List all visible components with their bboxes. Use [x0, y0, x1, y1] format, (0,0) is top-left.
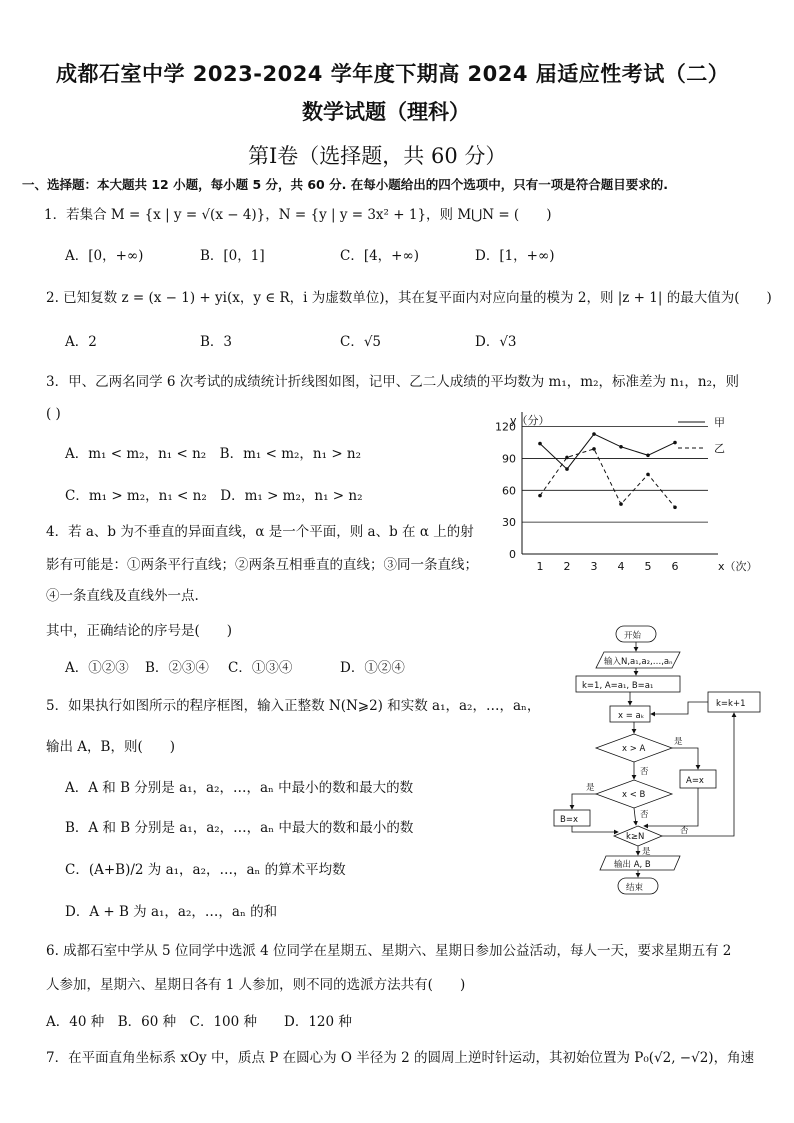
flow-set-a-text: A=x — [686, 776, 704, 786]
flow-init-text: k=1, A=a₁, B=a₁ — [582, 681, 654, 691]
flow-cond-1-yes: 是 — [674, 737, 683, 747]
chart-y-tick-label: 90 — [502, 452, 516, 466]
q5-option-a: A．A 和 B 分别是 a₁，a₂，…，aₙ 中最小的数和最大的数 — [65, 780, 414, 796]
section-instructions: 一、选择题：本大题共 12 小题，每小题 5 分，共 60 分. 在每小题给出的四个选项中，只有一项是符合题目要求的. — [22, 177, 668, 192]
question-6-line-2: 人参加，星期六、星期日各有 1 人参加，则不同的选派方法共有( ) — [46, 977, 466, 993]
chart-point — [592, 432, 596, 436]
legend-jia-label: 甲 — [714, 416, 725, 429]
chart-x-tick-label: 5 — [644, 560, 652, 573]
q1-option-a: A．[0，+∞) — [65, 248, 144, 264]
q3-options-row-2: C．m₁ > m₂，n₁ < n₂ D．m₁ > m₂，n₁ > n₂ — [65, 488, 363, 504]
chart-point — [646, 453, 650, 457]
flow-cond-2-text: x < B — [622, 790, 646, 800]
flow-end-text: 结束 — [626, 883, 644, 893]
question-4-line-3: ④一条直线及直线外一点. — [46, 588, 199, 604]
q5-option-b: B．A 和 B 分别是 a₁，a₂，…，aₙ 中最大的数和最小的数 — [65, 820, 414, 836]
q5-option-d: D．A + B 为 a₁，a₂，…，aₙ 的和 — [65, 904, 278, 920]
chart-point — [565, 456, 569, 460]
chart-point — [565, 467, 569, 471]
question-6-line-1: 6. 成都石室中学从 5 位同学中选派 4 位同学在星期五、星期六、星期日参加公益活动，每人一天，要求星期五有 2 — [46, 943, 732, 959]
section-heading: 第Ⅰ卷（选择题，共 60 分） — [248, 144, 507, 168]
chart-y-tick-label: 0 — [509, 548, 516, 561]
flow-cond-1-text: x > A — [622, 744, 646, 754]
chart-point — [619, 502, 623, 506]
q6-options: A．40 种 B．60 种 C．100 种 D．120 种 — [46, 1014, 352, 1030]
chart-series-line-2 — [540, 449, 675, 507]
question-3-stem: 3．甲、乙两名同学 6 次考试的成绩统计折线图如图，记甲、乙二人成绩的平均数为 m₁，m₂，标准差为 n₁，n₂，则 — [46, 374, 739, 390]
q2-option-d: D．√3 — [475, 334, 517, 350]
question-5-line-2: 输出 A，B，则( ) — [46, 739, 175, 755]
flow-cond-1-no: 否 — [640, 767, 649, 777]
chart-point — [538, 442, 542, 446]
q1-option-d: D．[1，+∞) — [475, 248, 555, 264]
flow-cond-3-text: k≥N — [626, 832, 645, 842]
chart-series-line-1 — [540, 434, 675, 469]
flow-cond-3-yes: 是 — [642, 847, 651, 857]
question-5-line-1: 5．如果执行如图所示的程序框图，输入正整数 N(N⩾2) 和实数 a₁，a₂，…，aₙ， — [46, 698, 541, 714]
flow-output-text: 输出 A, B — [614, 860, 651, 870]
q4-option-a: A．①②③ — [65, 660, 129, 676]
question-2-stem: 2. 已知复数 z = (x − 1) + yi(x，y ∈ R，i 为虚数单位)，其在复平面内对应向量的模为 2，则 |z + 1| 的最大值为( ) — [46, 290, 772, 306]
chart-point — [538, 494, 542, 498]
page-subtitle: 数学试题（理科） — [302, 100, 470, 124]
flow-set-b-text: B=x — [560, 815, 578, 825]
question-4-line-4: 其中，正确结论的序号是( ) — [46, 623, 233, 639]
chart-y-tick-label: 60 — [502, 484, 516, 498]
q2-option-b: B．3 — [200, 334, 233, 350]
flow-input-text: 输入N,a₁,a₂,…,aₙ — [604, 657, 673, 667]
chart-point — [646, 473, 650, 477]
chart-x-tick-label: 2 — [563, 560, 571, 573]
q2-option-c: C．√5 — [340, 334, 382, 350]
question-4-line-2: 影有可能是：①两条平行直线；②两条互相垂直的直线；③同一条直线； — [46, 557, 478, 573]
page-title: 成都石室中学 2023-2024 学年度下期高 2024 届适应性考试（二） — [56, 62, 730, 86]
question-1-stem: 1．若集合 M = {x | y = √(x − 4)}，N = {y | y = 3x² + 1}，则 M⋃N = ( ) — [44, 207, 552, 223]
flow-start-text: 开始 — [624, 631, 642, 641]
q3-options-row-1: A．m₁ < m₂，n₁ < n₂ B．m₁ < m₂，n₁ > n₂ — [65, 446, 362, 462]
legend-yi-label: 乙 — [714, 442, 725, 455]
chart-x-tick-label: 4 — [617, 560, 625, 573]
chart-y-label: y（分） — [510, 414, 550, 427]
chart-point — [673, 441, 677, 445]
flow-inc-text: k=k+1 — [716, 699, 746, 709]
q2-option-a: A．2 — [65, 334, 97, 350]
q4-option-c: C．①③④ — [228, 660, 293, 676]
q1-option-b: B．[0，1] — [200, 248, 265, 264]
question-3-stem-cont: ( ) — [46, 406, 61, 422]
q1-option-c: C．[4，+∞) — [340, 248, 420, 264]
score-line-chart — [490, 404, 780, 584]
q4-option-d: D．①②④ — [340, 660, 405, 676]
chart-point — [673, 505, 677, 509]
question-4-line-1: 4．若 a、b 为不垂直的异面直线，α 是一个平面，则 a、b 在 α 上的射 — [46, 524, 474, 540]
chart-y-tick-label: 120 — [495, 420, 516, 434]
chart-x-tick-label: 1 — [536, 560, 544, 573]
chart-x-label: x（次） — [718, 560, 758, 573]
chart-x-tick-label: 6 — [671, 560, 679, 573]
flow-cond-2-no: 否 — [640, 810, 649, 820]
flow-cond-2-yes: 是 — [586, 783, 595, 793]
chart-point — [619, 445, 623, 449]
q5-option-c: C．(A+B)/2 为 a₁，a₂，…，aₙ 的算术平均数 — [65, 862, 346, 878]
chart-y-tick-label: 30 — [502, 516, 516, 530]
question-7-line-1: 7．在平面直角坐标系 xOy 中，质点 P 在圆心为 O 半径为 2 的圆周上逆时针运动，其初始位置为 P₀(√2, −√2)，角速 — [46, 1050, 755, 1066]
program-flowchart — [548, 620, 788, 900]
chart-x-tick-label: 3 — [590, 560, 598, 573]
chart-point — [592, 447, 596, 451]
flow-assign-text: x = aₖ — [618, 711, 645, 721]
q4-option-b: B．②③④ — [145, 660, 209, 676]
flow-cond-3-no: 否 — [680, 826, 689, 836]
